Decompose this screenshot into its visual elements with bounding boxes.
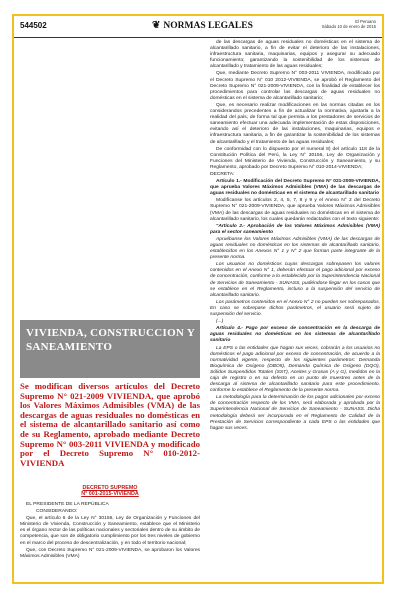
president-line: EL PRESIDENTE DE LA REPÚBLICA	[26, 502, 109, 507]
left-body	[20, 502, 200, 561]
paragraph: La EPS o las entidades que hagan sus veces, cobrarán a los usuarios no domésticos el pago adicional por exceso de concentración, de acuerdo a la normatividad vigente, respecto de los siguientes parámetros: Demanda Bioquímica de Oxígeno (DBO5), Demanda Química de Oxígeno (DQO), Sólidos Suspendidos Totales (SST), Aceites y Grasas (A y G), medidos en la caja de registro o en su defecto en un punto de muestreo antes de la descarga al sistema de alcantarillado sanitario para este procedimiento, conforme lo establece el Reglamento de la presente norma.	[210, 345, 380, 394]
edition-info	[322, 19, 376, 29]
right-column	[210, 40, 380, 433]
paper-name	[152, 20, 253, 31]
decree-number: N° 001-2015-VIVIENDA	[81, 491, 139, 498]
paragraph: Los usuarios no domésticos cuyas descargas sobrepasen los valores contenidos en el Anexo N° 1, deberán efectuar el pago adicional por exceso de concentración, conforme a lo establecido por la Superintendencia Nacional de Servicios de Saneamiento - SUNASS, pudiéndose llegar en los casos que se establece en el Reglamento, incluso a la suspensión del servicio de alcantarillado sanitario.	[210, 262, 380, 298]
paragraph: de las descargas de aguas residuales no domésticas en el sistema de alcantarillado sanitario, a fin de evitar el deterioro de las instalaciones, infraestructura sanitaria, maquinarias, equipos y asegurar su adecuado funcionamiento; garantizando la sostenibilidad de los sistemas de alcantarillado y tratamiento de las aguas residuales;	[210, 40, 380, 70]
decree-heading	[20, 485, 200, 498]
paragraph: Artículo 4.- Pago por exceso de concentración en la descarga de aguas residuales no domésticas en los sistemas de alcantarillado sanitario	[210, 326, 380, 344]
paragraph: Modifícanse los artículos 2, 4, 5, 7, 8 y 9 y el Anexo N° 2 del Decreto Supremo N° 021-2009-VIVIENDA, que aprueba Valores Máximos Admisibles (VMA) de las descargas de aguas residuales no domésticas en el sistema de alcantarillado sanitario, los cuales quedarán redactados con el texto siguiente:	[210, 198, 380, 222]
paragraph: Que, mediante Decreto Supremo N° 003-2011 VIVIENDA, modificado por el Decreto Supremo N° 010 2012-VIVIENDA, se aprobó el Reglamento del Decreto Supremo N° 021-2009-VIVIENDA, con la finalidad de establecer los procedimientos para controlar las descargas de aguas residuales no domésticas en el sistema de alcantarillado sanitario;	[210, 71, 380, 101]
page-number: 544502	[20, 21, 47, 30]
paragraph: (...)	[216, 319, 224, 325]
paragraph: Los parámetros contenidos en el Anexo N° 2 no pueden ser sobrepasados. En caso se sobrepase dichos parámetros, el usuario será sujeto de suspensión del servicio.	[210, 299, 380, 318]
section-banner	[20, 320, 200, 378]
edition-date: Sábado 10 de enero de 2015	[321, 24, 376, 29]
paragraph: "Artículo 2.- Aprobación de los Valores Máximos Admisibles (VMA) para el sector saneamiento	[210, 223, 380, 235]
paragraph: De conformidad con lo dispuesto por el numeral 8) del artículo 118 de la Constitución Política del Perú, la Ley N° 30156, Ley de Organización y Funciones del Ministerio de Vivienda, Construcción y Saneamiento, y su Reglamento, aprobado por Decreto Supremo N° 010-2014-VIVIENDA;	[210, 146, 380, 170]
paragraph: La metodología para la determinación de los pagos adicionales por exceso de concentración respecto de los VMA, será elaborada y aprobada por la Superintendencia Nacional de Servicios de Saneamiento - SUNASS. Dicha metodología deberá ser incorporada en el Reglamento de Calidad de la Prestación de Servicios correspondiente a cada EPS o las entidades que hagan sus veces.	[210, 395, 380, 431]
edition-paper: El Peruano	[355, 19, 376, 24]
paragraph: Apruébanse los Valores Máximos Admisibles (VMA) de las descargas de aguas residuales no domésticas en los sistemas de alcantarillado sanitario, establecidos en los Anexos N° 1 y N° 2 que forman parte integrante de la presente norma.	[210, 236, 380, 261]
paragraph: Que, el artículo 6 de la Ley N° 30156, Ley de Organización y Funciones del Ministerio de Vivienda, Construcción y Saneamiento, establece que el Ministerio es el órgano rector de las políticas nacionales y sectoriales dentro de su ámbito de competencia, que son de obligatorio cumplimiento por los tres niveles de gobierno en el marco del proceso de descentralización, y en todo el territorio nacional;	[20, 516, 200, 546]
paper-title: NORMAS LEGALES	[163, 20, 253, 31]
considerando-label: CONSIDERANDO:	[36, 509, 78, 515]
paragraph: Artículo 1.- Modificación del Decreto Supremo N° 021-2009-VIVIENDA, que aprueba Valores Máximos Admisibles (VMA) de las descargas de aguas residuales no domésticas en el sistema de alcantarillado sanitario	[210, 179, 380, 197]
decree-title: DECRETO SUPREMO	[82, 485, 138, 491]
section-title: VIVIENDA, CONSTRUCCION Y SANEAMIENTO	[26, 327, 195, 353]
paragraph: Que, con Decreto Supremo N° 021-2009-VIVIENDA, se aprobaron los Valores Máximos Admisibles (VMA)	[20, 547, 200, 559]
article-headline: Se modifican diversos artículos del Decreto Supremo N° 021-2009 VIVIENDA, que aprobó los Valores Máximos Admisibles (VMA) de las descargas de aguas residuales no domésticas en el sistema de alcantarillado sanitario así como de su Reglamento, aprobado mediante Decreto Supremo N° 003-2011 VIVIENDA y modificado por el Decreto Supremo N° 010-2012-VIVIENDA	[20, 381, 200, 468]
paragraph: Que, es necesario realizar modificaciones en las normas citadas en los considerandos precedentes a fin de actualizar la normativa, ajustarla a la realidad del país, de forma tal que permita a los prestadores de servicios de saneamiento efectuar una adecuada implementación de estas disposiciones, evitando así el deterioro de las instalaciones, maquinarias, equipos e infraestructura sanitaria, a fin de garantizar la sostenibilidad de los sistemas de alcantarillado y el tratamiento de las aguas residuales;	[210, 102, 380, 145]
laurel-icon: ❦	[152, 20, 161, 31]
newspaper-page	[12, 14, 384, 584]
page-header	[14, 16, 382, 38]
paragraph: DECRETA:	[210, 171, 235, 177]
